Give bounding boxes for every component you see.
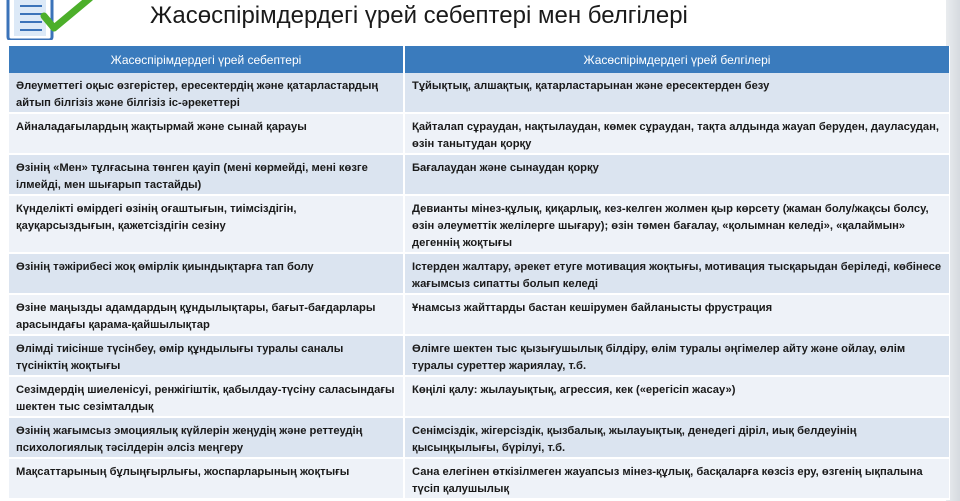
table-row xyxy=(9,376,950,417)
cause-cell: Әлеуметтегі оқыс өзгерістер, ересектердің және қатарластардың айтып білгізіз және білгізіз іс-әрекеттері xyxy=(9,73,404,113)
symptom-cell: Ұнамсыз жайттарды бастан кешірумен байланысты фрустрация xyxy=(404,294,950,335)
table-row xyxy=(9,195,950,253)
table-row xyxy=(9,417,950,458)
cause-cell: Мақсаттарының бұлыңғырлығы, жоспарларының жоқтығы xyxy=(9,458,404,499)
symptom-cell: Өлімге шектен тыс қызығушылық білдіру, өлім туралы әңгімелер айту және ойлау, өлім туралы суреттер жариялау, т.б. xyxy=(404,335,950,376)
header-symptoms: Жасөспірімдердегі үрей белгілері xyxy=(404,46,950,73)
table-row xyxy=(9,335,950,376)
table-header-row xyxy=(9,46,950,73)
header-causes: Жасөспірімдердегі үрей себептері xyxy=(9,46,404,73)
table-row xyxy=(9,154,950,195)
cause-cell: Күнделікті өмірдегі өзінің оғаштығын, тиімсіздігін, қауқарсыздығын, қажетсіздігін сезіну xyxy=(9,195,404,253)
symptom-cell: Сенімсіздік, жігерсіздік, қызбалық, жылауықтық, денедегі діріл, иық белдеуінің қысыңқылығы, бүрілуі, т.б. xyxy=(404,417,950,458)
cause-cell: Өзінің «Мен» тұлғасына төнген қауіп (мені көрмейді, мені көзге ілмейді, мен шығарып тастайды) xyxy=(9,154,404,195)
cause-cell: Өзінің тәжірибесі жоқ өмірлік қиындықтарға тап болу xyxy=(9,253,404,294)
table-row xyxy=(9,253,950,294)
cause-cell: Өзіне маңызды адамдардың құндылықтары, бағыт-бағдарлары арасындағы қарама-қайшылықтар xyxy=(9,294,404,335)
symptom-cell: Көңілі қалу: жылауықтық, агрессия, кек («ерегісіп жасау») xyxy=(404,376,950,417)
causes-symptoms-table xyxy=(9,46,950,501)
checklist-logo-icon xyxy=(0,0,96,40)
symptom-cell: Істерден жалтару, әрекет етуге мотивация жоқтығы, мотивация тысқарыдан беріледі, көбінесе жағымсыз сипатты болып келеді xyxy=(404,253,950,294)
symptom-cell: Қайталап сұраудан, нақтылаудан, көмек сұраудан, тақта алдында жауап беруден, дауласудан, өзін танытудан қорқу xyxy=(404,113,950,154)
table-row xyxy=(9,458,950,499)
cause-cell: Айналадағылардың жақтырмай және сынай қарауы xyxy=(9,113,404,154)
cause-cell: Өзінің жағымсыз эмоциялық күйлерін жеңудің және реттеудің психологиялық тәсілдерін әлсіз меңгеру xyxy=(9,417,404,458)
cause-cell: Сезімдердің шиеленісуі, ренжігіштік, қабылдау-түсіну саласындағы шектен тыс сезімталдық xyxy=(9,376,404,417)
page-title: Жасөспірімдердегі үрей себептері мен белгілері xyxy=(150,2,688,29)
symptom-cell: Девианты мінез-құлық, қиқарлық, кез-келген жолмен қыр көрсету (жаман болу/жақсы болсу, өзін әлеуметтік желілерге шығару); өзін төмен бағалау, «қолымнан келеді», «қалаймын» дегеннің жоқтығы xyxy=(404,195,950,253)
symptom-cell: Тұйықтық, алшақтық, қатарластарынан және ересектерден безу xyxy=(404,73,950,113)
cause-cell: Өлімді тиісінше түсінбеу, өмір құндылығы туралы саналы түсініктің жоқтығы xyxy=(9,335,404,376)
table-row xyxy=(9,294,950,335)
table-row xyxy=(9,73,950,113)
table-row xyxy=(9,113,950,154)
symptom-cell: Сана елегінен өткізілмеген жауапсыз мінез-құлық, басқаларға көзсіз еру, өзгенің ықпалына түсіп қалушылық xyxy=(404,458,950,499)
symptom-cell: Бағалаудан және сынаудан қорқу xyxy=(404,154,950,195)
